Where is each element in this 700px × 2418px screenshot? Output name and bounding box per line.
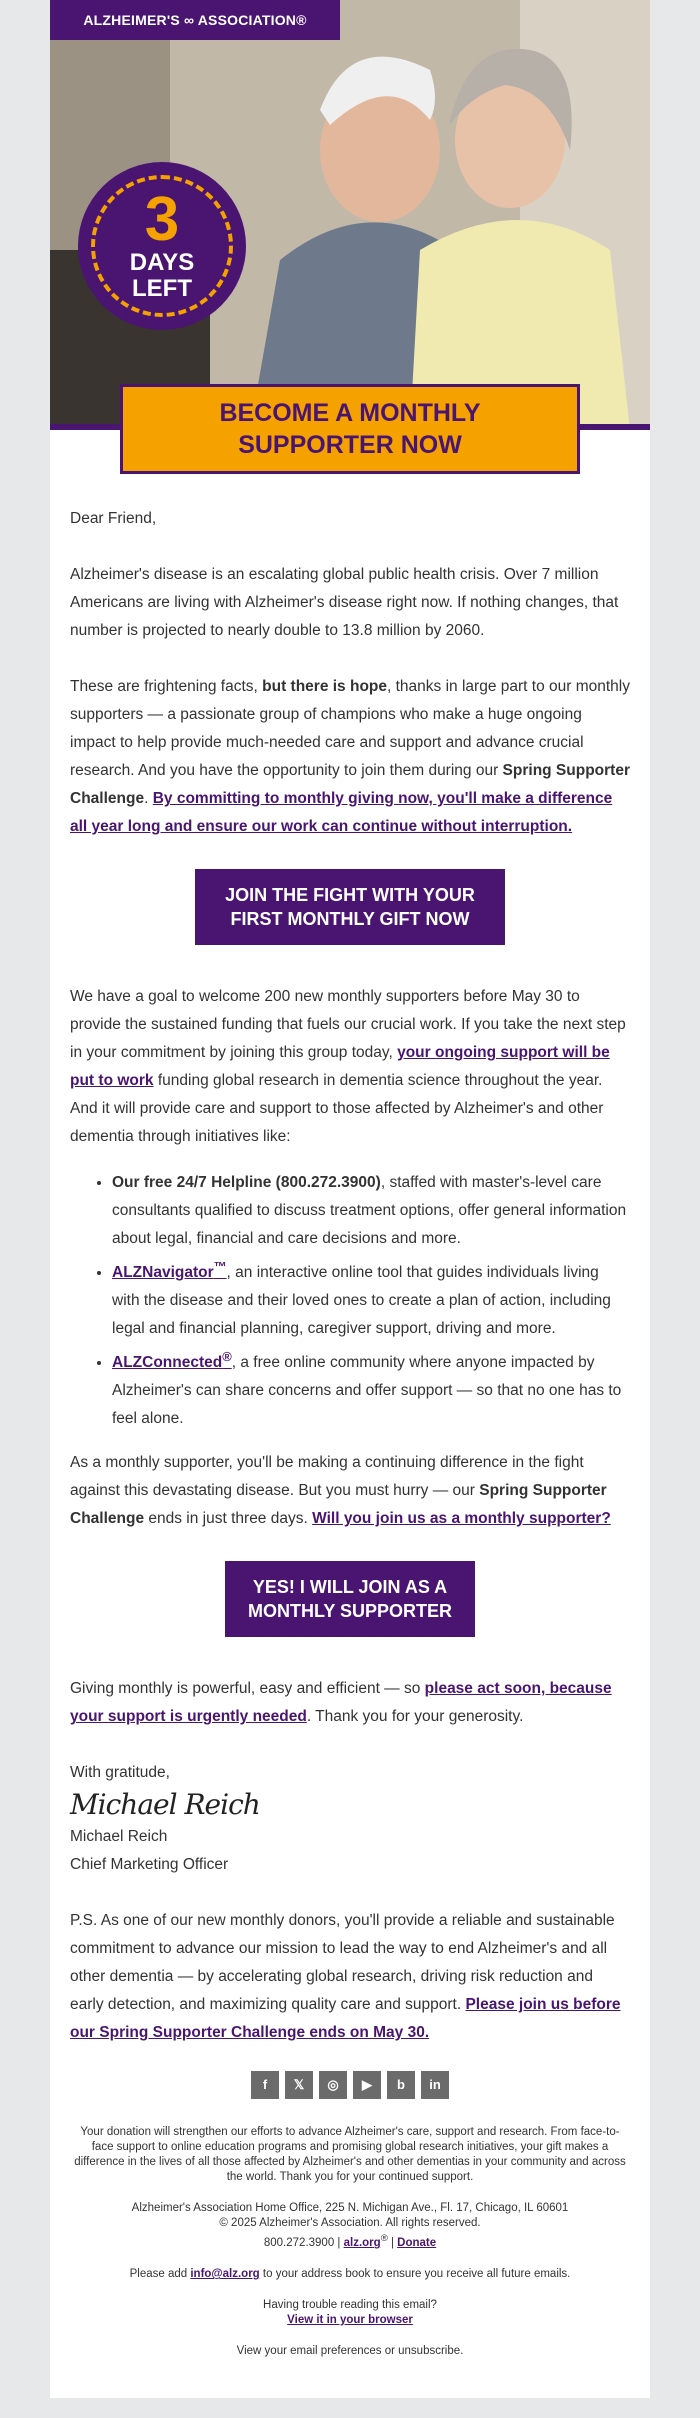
text-run: As a monthly supporter, you'll be making a continuing difference in the fight against this devastating disease. But you must hurry — our (70, 1454, 584, 1500)
footer (70, 2125, 630, 2359)
text-run: We have a goal to welcome 200 new monthly supporters before May 30 to provide the sustained funding that fuels our crucial work. If you take the next step in your commitment by joining this group today, (70, 988, 626, 1061)
headline-banner[interactable] (120, 384, 580, 474)
text-run: These are frightening facts, (70, 678, 263, 695)
footer-about: Your donation will strengthen our efforts to advance Alzheimer's care, support and research. From face-to-face support to online education programs and promising global research initiatives, your gift makes a difference in the lives of all those affected by Alzheimer's and other dementias in your community and across the world. Thank you for your continued support. (74, 2126, 626, 2184)
bold-hope: but there is hope (262, 678, 388, 695)
headline-text: BECOME A MONTHLY SUPPORTER NOW (219, 399, 481, 459)
registered-mark: ® (222, 1349, 232, 1365)
text-run: Giving monthly is powerful, easy and efficient — so (70, 1680, 425, 1698)
separator: | (387, 2237, 398, 2250)
link-act-soon[interactable]: please act soon, because your support is urgently needed (70, 1680, 612, 1726)
bold-challenge-2: Spring Supporter Challenge (70, 1482, 607, 1528)
letter-body (70, 505, 630, 2375)
footer-phone: 800.272.3900 (263, 2237, 335, 2250)
link-ongoing-support[interactable]: your ongoing support will be put to work (70, 1044, 610, 1089)
closing: With gratitude, (70, 1764, 170, 1782)
link-ps-join[interactable]: Please join us before our Spring Supporter Challenge ends on May 30. (70, 1996, 621, 2042)
footer-address-block (70, 2201, 630, 2251)
join-fight-button[interactable]: JOIN THE FIGHT WITH YOUR FIRST MONTHLY GIFT NOW (195, 869, 505, 945)
link-info-email[interactable]: info@alz.org (190, 2268, 260, 2281)
x-icon[interactable]: 𝕏 (285, 2071, 313, 2099)
paragraph-hurry (70, 1449, 630, 1533)
ps-text: P.S. As one of our new monthly donors, you'll provide a reliable and sustainable commitment to advance our mission to lead the way to end Alzheimer's and all other dementia — by accelerating global research, driving risk reduction and early detection, and maximizing quality care and support. (70, 1912, 615, 2014)
countdown-badge (78, 162, 246, 330)
text-run: , an interactive online tool that guides individuals living with the disease and their loved ones to create a plan of action, including legal and financial planning, caregiver support, driving and more. (112, 1264, 611, 1338)
list-item-alzconnected (112, 1343, 630, 1433)
separator: | (334, 2237, 344, 2250)
registered-mark: ® (380, 2233, 388, 2245)
signer-title: Chief Marketing Officer (70, 1856, 229, 1874)
hero-banner (50, 0, 650, 430)
trouble-text: Having trouble reading this email? (263, 2299, 437, 2312)
text-run: , a free online community where anyone impacted by Alzheimer's can share concerns and offer support — so that no one has to feel alone. (112, 1354, 622, 1428)
greeting: Dear Friend, (70, 510, 157, 527)
text-run: to your address book to ensure you receive all future emails. (259, 2268, 571, 2281)
blog-icon[interactable]: b (387, 2071, 415, 2099)
text-run: . Thank you for your generosity. (306, 1708, 524, 1726)
footer-address: Alzheimer's Association Home Office, 225 N. Michigan Ave., Fl. 17, Chicago, IL 60601 (131, 2202, 569, 2215)
footer-preferences[interactable]: View your email preferences or unsubscribe. (236, 2345, 464, 2358)
signer-name: Michael Reich (70, 1828, 168, 1846)
paragraph-crisis: Alzheimer's disease is an escalating global public health crisis. Over 7 million Americans are living with Alzheimer's disease right now. If nothing changes, that number is projected to nearly double to 13.8 million by 2060. (70, 566, 619, 639)
helpline-bold: Our free 24/7 Helpline (800.272.3900) (112, 1174, 381, 1191)
logo-text: ALZHEIMER'S ∞ ASSOCIATION® (83, 12, 307, 28)
postscript (70, 1907, 630, 2047)
list-item-alznavigator (112, 1253, 630, 1343)
link-alznavigator[interactable] (112, 1259, 227, 1282)
paragraph-goal (70, 983, 630, 1151)
footer-trouble (70, 2298, 630, 2328)
bold-challenge: Spring Supporter Challenge (70, 762, 630, 807)
link-commit-monthly[interactable]: By committing to monthly giving now, you'll make a difference all year long and ensure our work can continue without interruption. (70, 790, 613, 835)
text-run: Please add (129, 2268, 191, 2281)
trademark-mark: ™ (213, 1259, 227, 1274)
countdown-number: 3 (144, 185, 180, 254)
alzconnected-label: ALZConnected (112, 1354, 223, 1372)
cta-wrapper (70, 1561, 630, 1637)
paragraph-hope (70, 673, 630, 841)
alzheimers-association-logo[interactable] (50, 0, 340, 40)
linkedin-icon[interactable]: in (421, 2071, 449, 2099)
text-run: . (144, 790, 153, 807)
signature-image: Michael Reich (70, 1788, 260, 1822)
footer-add-contact (70, 2267, 630, 2282)
countdown-days: DAYS (129, 249, 195, 276)
link-join-us[interactable]: Will you join us as a monthly supporter? (312, 1510, 611, 1528)
text-run: , thanks in large part to our monthly supporters — a passionate group of champions who make a huge ongoing impact to help provide much-needed care and support and advance crucial research. And you have the opportunity to join them during our (70, 678, 630, 779)
text-run: funding global research in dementia science throughout the year. And it will provide care and support to those affected by Alzheimer's and other dementia through initiatives like: (70, 1072, 604, 1145)
alznavigator-label: ALZNavigator (112, 1264, 214, 1282)
list-item-helpline (112, 1169, 630, 1253)
text-run: , staffed with master's-level care consultants qualified to discuss treatment options, offer general information about legal, financial and care decisions and more. (112, 1174, 627, 1247)
text-run: ends in just three days. (144, 1510, 313, 1528)
instagram-icon[interactable]: ◎ (319, 2071, 347, 2099)
countdown-left: LEFT (132, 275, 192, 302)
countdown-badge-ring (91, 175, 233, 317)
email-container (50, 0, 650, 2398)
social-links (70, 2071, 630, 2099)
initiatives-list (70, 1169, 630, 1433)
youtube-icon[interactable]: ▶ (353, 2071, 381, 2099)
cta-wrapper (70, 869, 630, 945)
paragraph-act-soon (70, 1675, 630, 1731)
link-view-browser[interactable]: View it in your browser (287, 2314, 413, 2327)
yes-join-button[interactable]: YES! I WILL JOIN AS A MONTHLY SUPPORTER (225, 1561, 475, 1637)
footer-copyright: © 2025 Alzheimer's Association. All rights reserved. (219, 2217, 481, 2230)
facebook-icon[interactable]: f (251, 2071, 279, 2099)
link-donate[interactable]: Donate (397, 2237, 437, 2250)
link-alz-org[interactable]: alz.org (343, 2237, 381, 2250)
link-alzconnected[interactable] (112, 1349, 232, 1372)
